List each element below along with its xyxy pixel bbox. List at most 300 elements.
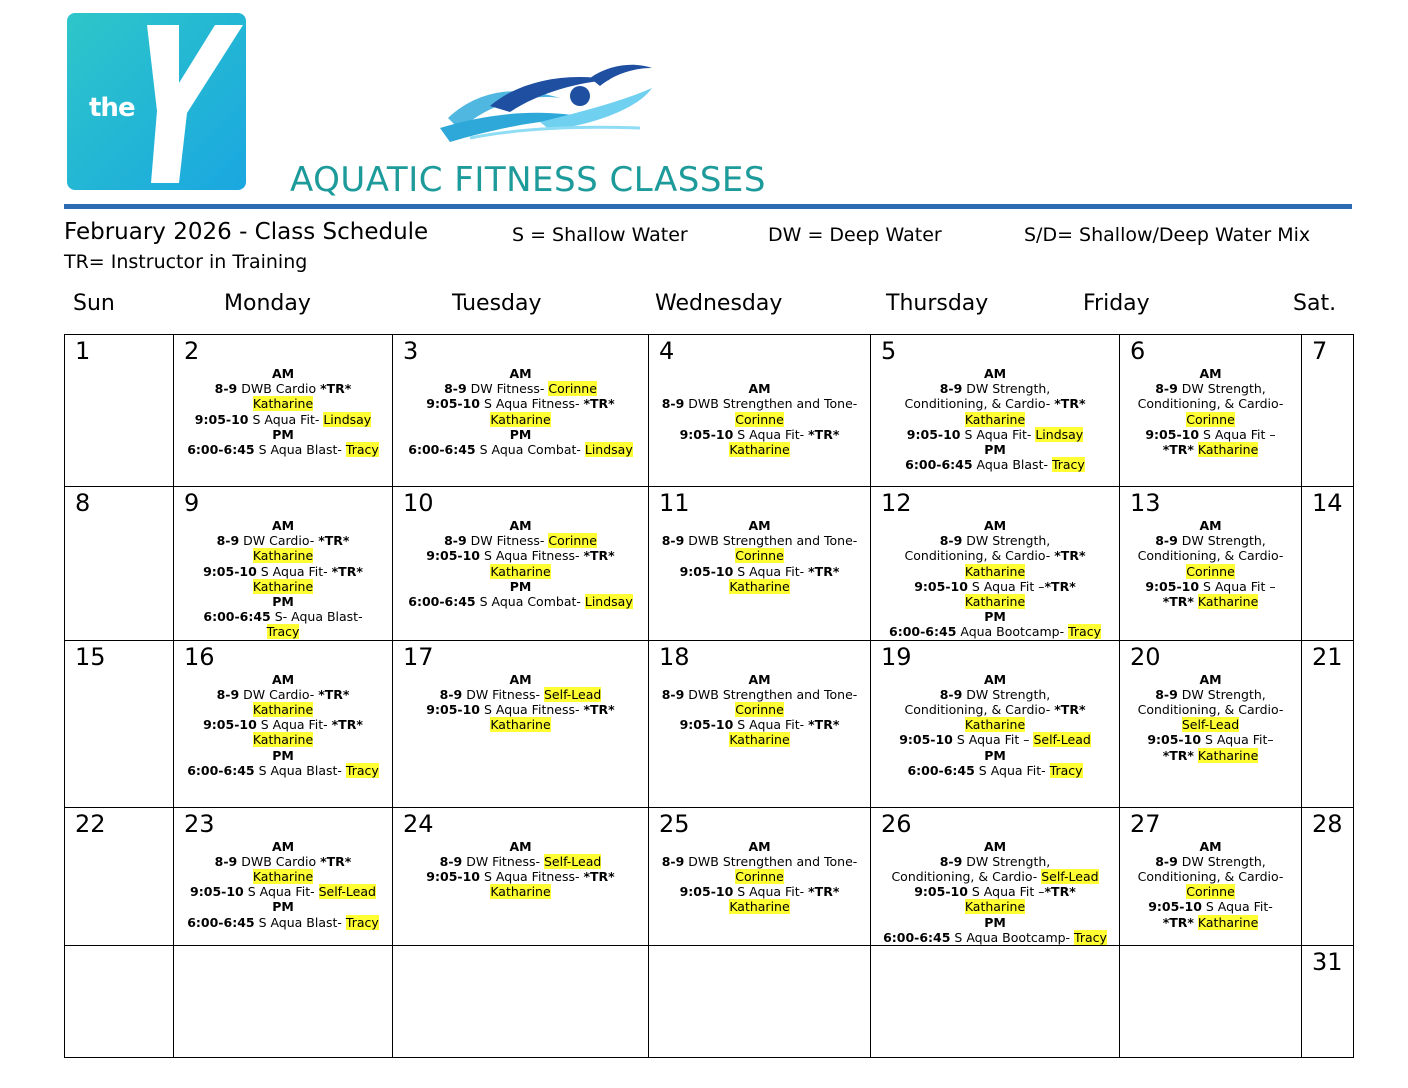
class-line [1122, 442, 1299, 457]
day-number: 9 [184, 489, 200, 517]
class-line [176, 915, 390, 930]
instructor-name: Katharine [252, 732, 314, 748]
day-cell [174, 487, 393, 641]
day-cell [871, 335, 1120, 487]
class-line [651, 869, 868, 884]
class-time-label: 9:05-10 [426, 396, 480, 412]
class-time-label: *TR* [318, 533, 350, 549]
class-text: S Aqua Fit- [733, 563, 809, 579]
class-time-label: 8-9 [1155, 381, 1178, 397]
day-cell [1120, 487, 1302, 641]
class-line [395, 427, 646, 442]
class-time-label: AM [271, 518, 295, 533]
class-line [176, 518, 390, 533]
class-line [395, 884, 646, 899]
class-text: DWB Cardio [237, 381, 321, 397]
class-line [395, 839, 646, 854]
instructor-name: Self-Lead [1181, 717, 1240, 733]
class-line [1122, 687, 1299, 702]
class-text: S Aqua Blast- [254, 442, 346, 458]
instructor-name: Katharine [964, 411, 1026, 427]
class-time-label: 6:00-6:45 [883, 929, 951, 945]
class-line [651, 579, 868, 594]
class-line [1122, 839, 1299, 854]
class-line [651, 672, 868, 687]
class-line [176, 854, 390, 869]
class-line [1122, 702, 1299, 717]
class-time-label: 9:05-10 [426, 548, 480, 564]
class-line [873, 854, 1117, 869]
swimmer-icon [440, 58, 655, 146]
day-number: 16 [184, 642, 215, 671]
instructor-name: Corinne [1186, 563, 1235, 579]
day-number [65, 946, 173, 977]
class-time-label: 9:05-10 [679, 563, 734, 579]
class-line [651, 533, 868, 548]
class-line [176, 564, 390, 579]
class-list [1120, 839, 1301, 930]
class-line [1122, 899, 1299, 914]
class-line [176, 839, 390, 854]
instructor-name: Tracy [266, 624, 300, 640]
class-list [649, 366, 870, 457]
instructor-name: Tracy [1049, 762, 1083, 778]
day-number: 18 [659, 642, 690, 671]
class-time-label: 8-9 [661, 533, 685, 549]
class-time-label: 9:05-10 [679, 717, 734, 733]
instructor-name: Katharine [729, 732, 790, 748]
class-text: S Aqua Fit- [733, 426, 809, 442]
instructor-name: Katharine [490, 884, 551, 900]
class-time-label: *TR* [1044, 578, 1076, 594]
class-text: Conditioning, & Cardio- [904, 396, 1055, 412]
class-line [176, 687, 390, 702]
instructor-name: Self-Lead [318, 884, 376, 900]
class-line [651, 717, 868, 732]
class-text: DW Strength, [1177, 381, 1266, 397]
class-text: S Aqua Fit – [967, 884, 1045, 900]
instructor-name: Katharine [964, 899, 1026, 915]
instructor-name: Lindsay [323, 411, 372, 427]
class-time-label: *TR* [331, 563, 363, 579]
class-line [873, 412, 1117, 427]
instructor-name: Tracy [1051, 457, 1085, 473]
class-line [1122, 594, 1299, 609]
class-time-label: 9:05-10 [203, 717, 257, 733]
class-line [873, 548, 1117, 563]
class-text: S Aqua Fit- [248, 411, 324, 427]
class-time-label: 8-9 [1155, 853, 1178, 869]
day-cell [1120, 946, 1302, 1058]
day-number: 12 [881, 489, 912, 517]
day-number: 14 [1312, 489, 1343, 517]
class-time-label: 6:00-6:45 [408, 594, 476, 610]
class-line [873, 594, 1117, 609]
instructor-name: Corinne [735, 702, 784, 718]
class-list [871, 366, 1119, 472]
class-time-label: AM [748, 518, 771, 533]
class-line [1122, 732, 1299, 747]
class-time-label: AM [271, 838, 295, 854]
calendar-week [65, 807, 1354, 945]
class-line [176, 748, 390, 763]
instructor-name: Tracy [345, 762, 379, 778]
class-time-label: *TR* [808, 426, 840, 442]
class-time-label: *TR* [1044, 884, 1076, 900]
dayname-fri: Friday [1083, 291, 1150, 316]
day-number: 5 [881, 337, 897, 365]
instructor-name: Lindsay [584, 594, 633, 610]
class-line [651, 548, 868, 563]
instructor-name: Corinne [735, 869, 784, 885]
day-cell [1302, 946, 1354, 1058]
day-number: 1 [75, 337, 91, 365]
class-time-label: *TR* [583, 396, 615, 412]
instructor-name: Self-Lead [1041, 869, 1099, 885]
day-number: 17 [403, 642, 434, 671]
class-text: S Aqua Fit – [967, 578, 1045, 594]
day-cell [174, 640, 393, 807]
class-list [1120, 366, 1301, 457]
instructor-name: Katharine [964, 563, 1026, 579]
class-time-label: *TR* [1162, 594, 1194, 610]
class-time-label: 8-9 [444, 381, 467, 397]
class-text: S Aqua Fit – [1199, 578, 1276, 594]
class-line [176, 396, 390, 411]
class-time-label: 8-9 [939, 686, 963, 702]
instructor-name: Tracy [345, 442, 379, 458]
class-line [873, 869, 1117, 884]
class-time-label: *TR* [1162, 914, 1194, 930]
day-cell [1120, 335, 1302, 487]
class-list [393, 366, 648, 457]
class-text: DW Cardio- [239, 533, 319, 549]
class-list [871, 518, 1119, 640]
class-time-label: 8-9 [1155, 533, 1178, 549]
instructor-name: Katharine [252, 396, 314, 412]
class-text: S Aqua Fit– [1201, 732, 1274, 748]
class-time-label: 6:00-6:45 [203, 609, 271, 625]
day-number: 31 [1312, 948, 1343, 977]
class-line [1122, 915, 1299, 930]
class-text: Conditioning, & Cardio- [904, 702, 1055, 718]
class-line [873, 915, 1117, 930]
instructor-name: Katharine [729, 899, 790, 915]
day-cell [65, 807, 174, 945]
day-number [649, 946, 870, 977]
class-line [873, 533, 1117, 548]
class-time-label: 8-9 [214, 381, 238, 397]
instructor-name: Corinne [548, 381, 597, 397]
class-line [1122, 672, 1299, 687]
class-time-label: AM [509, 518, 532, 533]
dayname-thu: Thursday [886, 291, 989, 316]
class-text: DWB Cardio [237, 853, 321, 869]
day-cell [649, 487, 871, 641]
class-line [395, 717, 646, 732]
day-cell [65, 640, 174, 807]
day-cell [871, 640, 1120, 807]
day-cell [1302, 640, 1354, 807]
class-list [393, 672, 648, 733]
class-time-label: 8-9 [216, 686, 240, 702]
day-number: 10 [403, 489, 434, 517]
day-cell [1120, 807, 1302, 945]
title-underline [64, 204, 1352, 209]
class-text: Aqua Bootcamp- [956, 624, 1069, 640]
class-text: DW Strength, [962, 533, 1051, 549]
class-line [395, 548, 646, 563]
class-text: DWB Strengthen and Tone- [684, 686, 858, 702]
class-text: S Aqua Combat- [475, 442, 585, 458]
class-time-label: PM [509, 578, 532, 594]
day-cell [393, 946, 649, 1058]
class-time-label: *TR* [583, 548, 615, 564]
class-text: S Aqua Fit- [256, 717, 332, 733]
day-cell [871, 807, 1120, 945]
instructor-name: Tracy [345, 914, 379, 930]
class-line [395, 869, 646, 884]
class-line [176, 427, 390, 442]
class-line [176, 763, 390, 778]
class-line [873, 839, 1117, 854]
day-cell [649, 807, 871, 945]
class-time-label: 6:00-6:45 [187, 762, 255, 778]
day-cell [871, 946, 1120, 1058]
class-line [395, 702, 646, 717]
calendar-week [65, 487, 1354, 641]
day-number: 15 [75, 642, 106, 671]
class-line [1122, 381, 1299, 396]
day-cell [649, 640, 871, 807]
class-line [176, 624, 390, 639]
dayname-tue: Tuesday [452, 291, 542, 316]
class-time-label: 6:00-6:45 [905, 457, 973, 473]
class-line [651, 381, 868, 396]
class-list [1120, 518, 1301, 609]
class-line [176, 702, 390, 717]
class-line [395, 564, 646, 579]
class-line [395, 366, 646, 381]
day-number: 7 [1312, 337, 1328, 365]
instructor-name: Katharine [490, 717, 551, 733]
day-cell [65, 335, 174, 487]
class-line [1122, 518, 1299, 533]
class-time-label: 9:05-10 [426, 869, 480, 885]
day-number: 3 [403, 337, 419, 365]
day-cell [174, 946, 393, 1058]
class-line [873, 442, 1117, 457]
class-time-label: AM [271, 366, 295, 381]
class-line [873, 381, 1117, 396]
day-number: 4 [659, 337, 675, 365]
day-number: 8 [75, 489, 91, 517]
instructor-name: Katharine [729, 442, 790, 458]
class-time-label: 8-9 [661, 396, 685, 412]
instructor-name: Katharine [1197, 914, 1259, 930]
day-number: 22 [75, 809, 106, 838]
dayname-mon: Monday [224, 291, 311, 316]
class-line [176, 548, 390, 563]
class-time-label: 8-9 [439, 853, 463, 869]
class-line [395, 579, 646, 594]
day-number: 11 [659, 489, 690, 517]
class-line [873, 672, 1117, 687]
class-list [649, 839, 870, 915]
class-time-label: 9:05-10 [1147, 732, 1202, 748]
class-list [174, 366, 392, 457]
class-line [873, 427, 1117, 442]
class-time-label: *TR* [1162, 442, 1194, 458]
class-time-label: AM [1199, 671, 1222, 687]
instructor-name: Lindsay [584, 442, 633, 458]
class-line [873, 702, 1117, 717]
instructor-name: Corinne [548, 533, 597, 549]
class-text: DW Fitness- [462, 686, 544, 702]
day-cell [393, 487, 649, 641]
class-line [1122, 884, 1299, 899]
class-line [873, 899, 1117, 914]
class-line [873, 609, 1117, 624]
class-line [651, 442, 868, 457]
day-cell [1302, 487, 1354, 641]
class-text: DW Strength, [1177, 533, 1266, 549]
class-line [395, 594, 646, 609]
class-line [176, 609, 390, 624]
class-line [651, 732, 868, 747]
calendar-week [65, 640, 1354, 807]
class-line [873, 457, 1117, 472]
class-line [176, 594, 390, 609]
day-number: 2 [184, 337, 200, 365]
class-line [176, 869, 390, 884]
class-list [649, 518, 870, 594]
class-time-label: 9:05-10 [899, 732, 953, 748]
class-time-label: AM [1199, 518, 1222, 533]
class-line [1122, 548, 1299, 563]
instructor-name: Corinne [1186, 884, 1235, 900]
class-line [873, 518, 1117, 533]
day-number: 25 [659, 809, 690, 838]
class-text: Conditioning, & Cardio- [1137, 869, 1284, 885]
class-line [176, 672, 390, 687]
class-time-label: *TR* [583, 869, 615, 885]
instructor-name: Katharine [490, 563, 551, 579]
class-line [395, 518, 646, 533]
class-line [1122, 533, 1299, 548]
day-cell [393, 640, 649, 807]
day-cell [174, 807, 393, 945]
day-cell [1302, 807, 1354, 945]
class-line [651, 899, 868, 914]
class-line [176, 899, 390, 914]
class-time-label: PM [509, 426, 532, 442]
legend-shallow: S = Shallow Water [512, 224, 688, 246]
class-time-label: 6:00-6:45 [889, 624, 957, 640]
class-list [649, 672, 870, 748]
class-text: S Aqua Fit- [243, 884, 319, 900]
class-time-label: 8-9 [216, 533, 240, 549]
class-line [651, 854, 868, 869]
class-list [393, 518, 648, 609]
class-time-label: AM [1199, 366, 1222, 381]
instructor-name: Self-Lead [1033, 732, 1091, 748]
day-number [1120, 946, 1301, 977]
day-number: 27 [1130, 809, 1161, 838]
day-cell [871, 487, 1120, 641]
day-number: 21 [1312, 642, 1343, 671]
instructor-name: Katharine [252, 548, 314, 564]
instructor-name: Katharine [1197, 442, 1259, 458]
class-text: S Aqua Fit – [952, 732, 1034, 748]
class-line [395, 854, 646, 869]
class-list [871, 839, 1119, 945]
instructor-name: Katharine [1197, 594, 1259, 610]
class-time-label: *TR* [583, 702, 615, 718]
class-line [1122, 717, 1299, 732]
calendar-week [65, 946, 1354, 1058]
class-time-label: PM [272, 899, 294, 915]
class-line [873, 930, 1117, 945]
class-line [395, 687, 646, 702]
class-time-label: AM [983, 671, 1007, 687]
class-text: Conditioning, & Cardio- [1137, 396, 1284, 412]
class-line [1122, 427, 1299, 442]
class-text: S Aqua Fit- [733, 884, 809, 900]
class-line [651, 427, 868, 442]
class-line [873, 579, 1117, 594]
class-time-label: *TR* [1054, 396, 1086, 412]
class-line [873, 564, 1117, 579]
class-line [873, 748, 1117, 763]
class-time-label: *TR* [1054, 548, 1086, 564]
instructor-name: Katharine [252, 702, 314, 718]
class-line [395, 442, 646, 457]
class-line [1122, 748, 1299, 763]
calendar-week [65, 335, 1354, 487]
day-cell [1120, 640, 1302, 807]
class-line [395, 412, 646, 427]
day-number: 24 [403, 809, 434, 838]
class-line [651, 518, 868, 533]
class-line [395, 672, 646, 687]
schedule-title: February 2026 - Class Schedule [64, 219, 429, 245]
day-number: 6 [1130, 337, 1146, 365]
class-line [651, 687, 868, 702]
instructor-name: Katharine [964, 594, 1026, 610]
day-cell [393, 335, 649, 487]
class-text: S Aqua Blast- [254, 762, 346, 778]
class-time-label: *TR* [320, 853, 352, 869]
class-time-label: AM [509, 838, 532, 854]
class-time-label: 8-9 [214, 853, 238, 869]
class-line [1122, 869, 1299, 884]
class-text: Conditioning, & Cardio- [1137, 548, 1284, 564]
class-time-label: PM [272, 594, 294, 610]
class-text: DW Strength, [962, 853, 1051, 869]
class-time-label: 9:05-10 [194, 411, 249, 427]
class-text: DW Strength, [962, 686, 1051, 702]
class-time-label: *TR* [808, 563, 840, 579]
class-line [176, 442, 390, 457]
class-line [176, 366, 390, 381]
logo-text: the [89, 93, 135, 123]
class-line [873, 366, 1117, 381]
class-list [174, 672, 392, 778]
class-time-label: AM [748, 671, 771, 687]
day-number [871, 946, 1119, 977]
class-time-label: 8-9 [939, 381, 963, 397]
